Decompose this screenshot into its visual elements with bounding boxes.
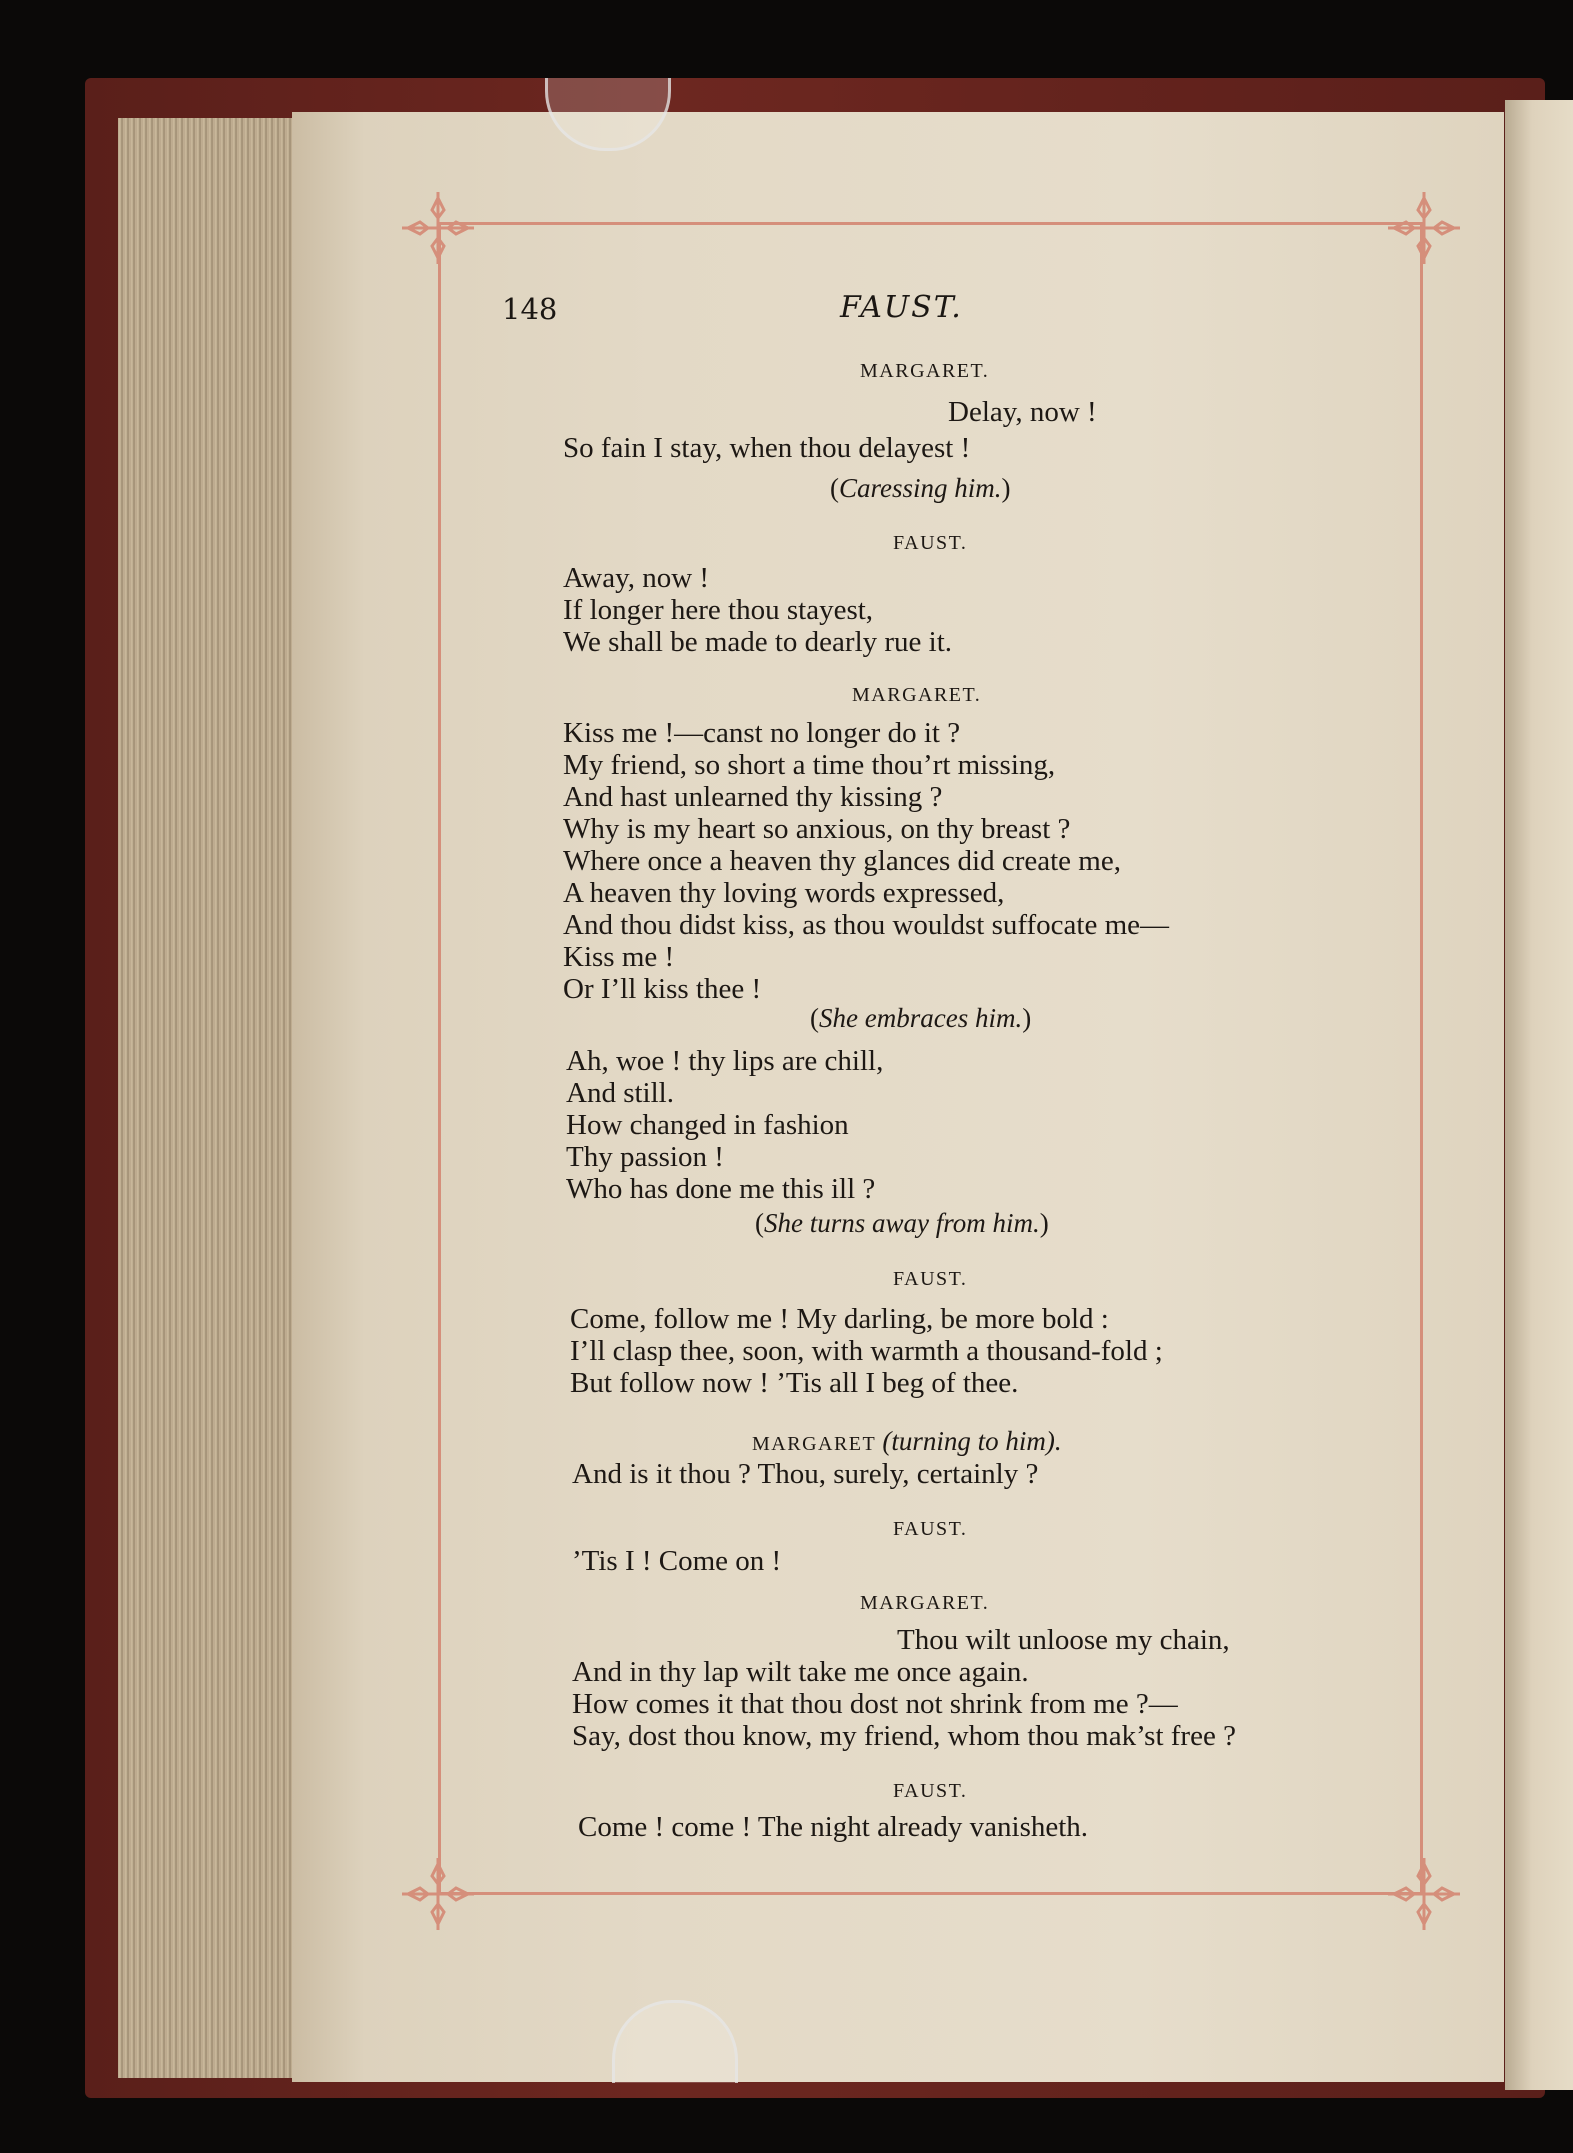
fleuron-top-right-icon [1384, 188, 1464, 268]
verse-line: And hast unlearned thy kissing ? [563, 781, 943, 813]
speaker-heading: MARGARET. [852, 684, 982, 706]
verse-line: Who has done me this ill ? [566, 1173, 876, 1205]
verse-line: Come ! come ! The night already vanisheth. [578, 1811, 1089, 1843]
verse-line: Or I’ll kiss thee ! [563, 973, 762, 1005]
verse-line: I’ll clasp thee, soon, with warmth a thousand-fold ; [570, 1335, 1163, 1367]
stage-direction: (She embraces him.) [810, 1003, 1032, 1033]
verse-line: Say, dost thou know, my friend, whom thou mak’st free ? [572, 1720, 1236, 1752]
verse-line: ’Tis I ! Come on ! [572, 1545, 782, 1577]
verse-line: We shall be made to dearly rue it. [563, 626, 953, 658]
running-head: FAUST. [840, 290, 963, 325]
verse-line: But follow now ! ’Tis all I beg of thee. [570, 1367, 1019, 1399]
verse-line: Why is my heart so anxious, on thy breast ? [563, 813, 1071, 845]
speaker-heading: FAUST. [893, 532, 968, 554]
verse-line: Away, now ! [563, 562, 710, 594]
stage-direction: (Caressing him.) [830, 473, 1011, 503]
verse-line: And in thy lap wilt take me once again. [572, 1656, 1029, 1688]
verse-line: So fain I stay, when thou delayest ! [563, 432, 971, 464]
speaker-heading: MARGARET. [860, 1592, 990, 1614]
verse-line: Kiss me ! [563, 941, 675, 973]
verse-line: Thy passion ! [566, 1141, 724, 1173]
fleuron-bottom-right-icon [1384, 1854, 1464, 1934]
verse-line: How changed in fashion [566, 1109, 849, 1141]
verse-line: Delay, now ! [948, 396, 1097, 428]
speaker-heading: MARGARET (turning to him). [752, 1426, 1062, 1456]
verse-line: A heaven thy loving words expressed, [563, 877, 1005, 909]
verse-line: Kiss me !—canst no longer do it ? [563, 717, 961, 749]
speaker-heading: FAUST. [893, 1518, 968, 1540]
verse-line: If longer here thou stayest, [563, 594, 874, 626]
fleuron-bottom-left-icon [398, 1854, 478, 1934]
fleuron-top-left-icon [398, 188, 478, 268]
verse-line: How comes it that thou dost not shrink from me ?— [572, 1688, 1178, 1720]
page-number: 148 [502, 292, 558, 326]
verse-line: And thou didst kiss, as thou wouldst suffocate me— [563, 909, 1170, 941]
verse-line: Where once a heaven thy glances did create me, [563, 845, 1121, 877]
verse-line: And is it thou ? Thou, surely, certainly ? [572, 1458, 1039, 1490]
verse-line: And still. [566, 1077, 674, 1109]
verse-line: Come, follow me ! My darling, be more bold : [570, 1303, 1109, 1335]
speaker-heading: FAUST. [893, 1268, 968, 1290]
verse-line: Thou wilt unloose my chain, [897, 1624, 1230, 1656]
speaker-heading: FAUST. [893, 1780, 968, 1802]
speaker-heading: MARGARET. [860, 360, 990, 382]
verse-line: My friend, so short a time thou’rt missing, [563, 749, 1056, 781]
verse-line: Ah, woe ! thy lips are chill, [566, 1045, 884, 1077]
stage-direction: (She turns away from him.) [755, 1208, 1049, 1238]
facing-page-edge [1505, 100, 1573, 2090]
page-edges [118, 118, 300, 2078]
